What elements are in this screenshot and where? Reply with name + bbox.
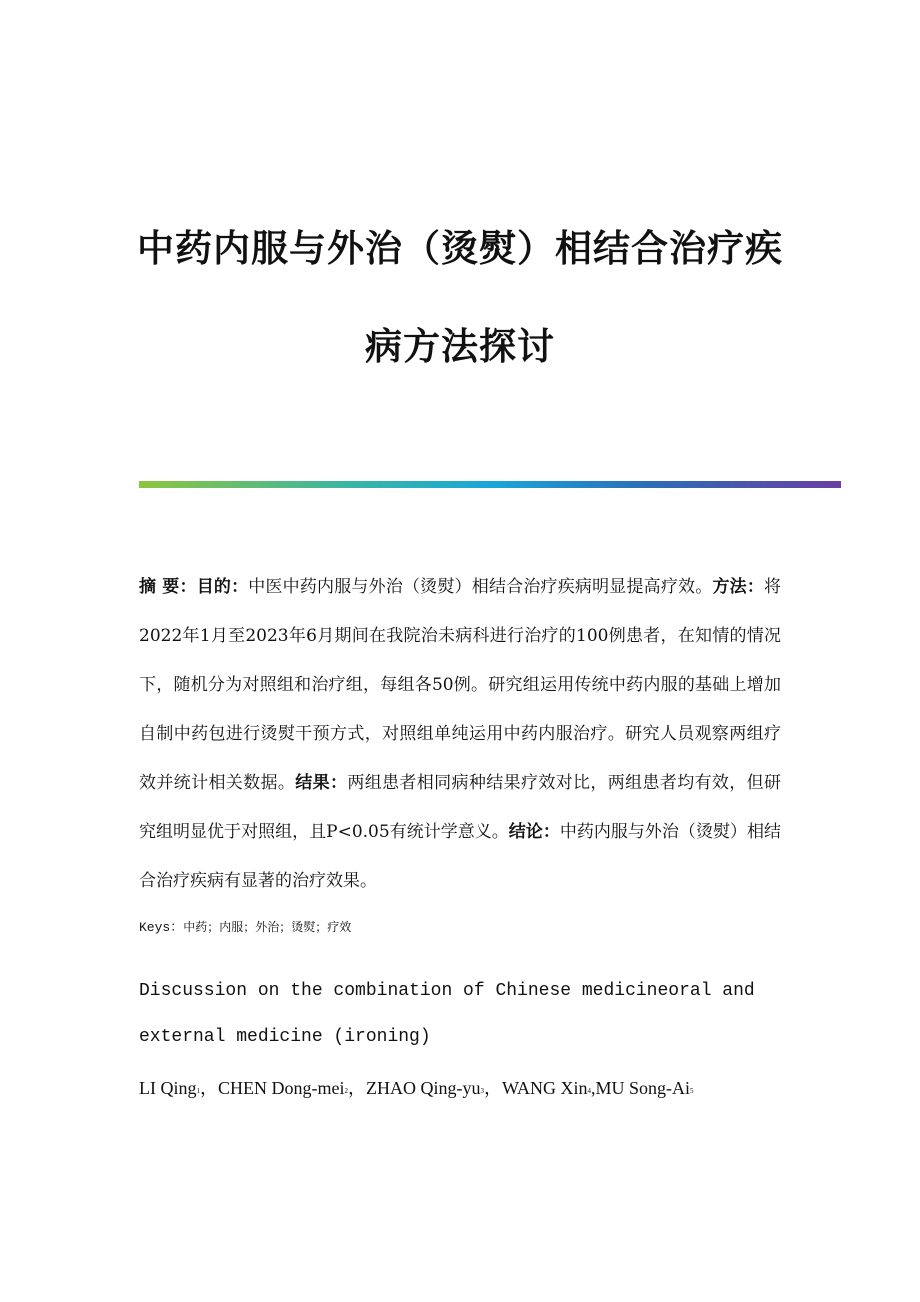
page-title-line-2: 病方法探讨 bbox=[365, 324, 555, 368]
author-affiliation-mark: 2 bbox=[344, 1087, 348, 1095]
keywords-label: Keys： bbox=[139, 920, 184, 935]
gradient-divider bbox=[139, 481, 841, 488]
author-name: CHEN Dong-mei bbox=[218, 1078, 345, 1098]
english-title: Discussion on the combination of Chinese medicineoral and external medicine (ironing) bbox=[139, 981, 755, 1047]
method-label: 方法： bbox=[712, 577, 765, 597]
author-affiliation-mark: 3 bbox=[480, 1087, 484, 1095]
result-label: 结果： bbox=[295, 773, 348, 793]
author-separator: ， bbox=[200, 1078, 218, 1098]
author-name: WANG Xin bbox=[501, 1078, 588, 1098]
abstract bbox=[139, 563, 781, 906]
objective-label: 目的： bbox=[196, 577, 249, 597]
abstract-label: 摘 要： bbox=[139, 577, 197, 597]
result-text: 两组患者相同病种结果疗效对比，两组患者均有效，但研究组明显优于对照组，且P<0.05有统计学意义。 bbox=[139, 773, 782, 842]
page-title-line-1: 中药内服与外治（烫熨）相结合治疗疾 bbox=[137, 226, 783, 270]
author-list bbox=[139, 1074, 694, 1100]
keywords-value: 中药；内服；外治；烫熨；疗效 bbox=[183, 920, 352, 934]
conclusion-label: 结论： bbox=[508, 822, 560, 842]
objective-text: 中医中药内服与外治（烫熨）相结合治疗疾病明显提高疗效。 bbox=[248, 577, 713, 597]
author-affiliation-mark: 5 bbox=[690, 1087, 694, 1095]
method-text: 将2022年1月至2023年6月期间在我院治未病科进行治疗的100例患者，在知情的情况下，随机分为对照组和治疗组，每组各50例。研究组运用传统中药内服的基础上增加自制中药包进行烫熨干预方式，对照组单纯运用中药内服治疗。研究人员观察两组疗效并统计相关数据。 bbox=[139, 577, 782, 793]
conclusion-text: 中药内服与外治（烫熨）相结合治疗疾病有显著的治疗效果。 bbox=[139, 822, 782, 891]
author-separator: ， bbox=[483, 1078, 502, 1098]
author-affiliation-mark: 1 bbox=[196, 1087, 200, 1095]
author-separator: ， bbox=[347, 1078, 366, 1098]
author-separator: , bbox=[590, 1078, 596, 1098]
author-name: ZHAO Qing-yu bbox=[365, 1078, 481, 1098]
author-name: LI Qing bbox=[139, 1078, 197, 1098]
author-name: MU Song-Ai bbox=[595, 1078, 690, 1098]
author-affiliation-mark: 4 bbox=[587, 1087, 591, 1095]
keywords bbox=[139, 916, 351, 935]
